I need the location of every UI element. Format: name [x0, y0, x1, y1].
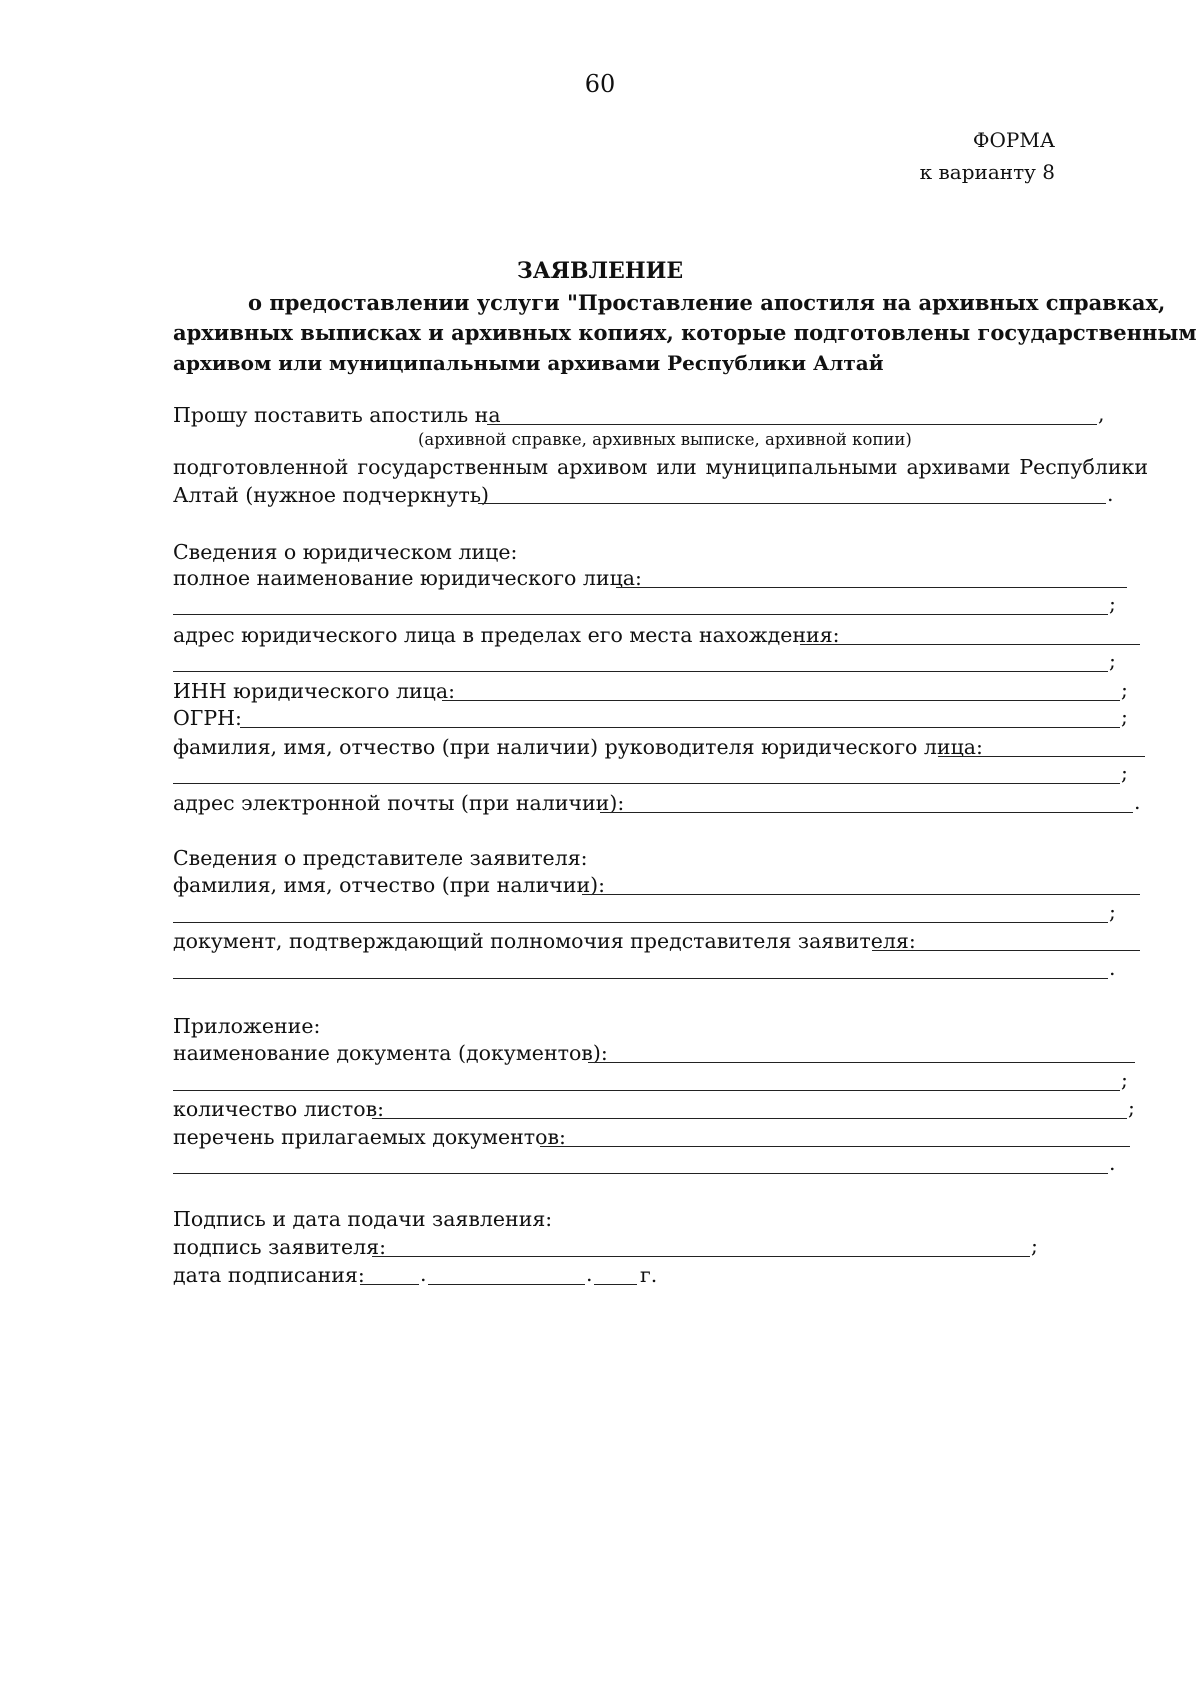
period: . [1107, 482, 1114, 506]
subtitle-line-2: архивных выписках и архивных копиях, которые подготовлены государственным [173, 320, 1197, 345]
date-year-field[interactable] [594, 1284, 637, 1285]
attachment-list-field[interactable] [540, 1146, 1130, 1147]
date-label: дата подписания: [173, 1263, 365, 1287]
subtitle-line-3: архивом или муниципальными архивами Республики Алтай [173, 351, 884, 375]
semicolon: ; [1121, 1068, 1128, 1092]
representative-name-field-cont[interactable] [173, 922, 1108, 923]
request-line-2: подготовленной государственным архивом или муниципальными архивами Республики [173, 455, 1148, 479]
attachment-sheets-field[interactable] [372, 1118, 1127, 1119]
comma: , [1098, 402, 1105, 426]
apostille-document-field[interactable] [487, 424, 1097, 425]
ogrn-label: ОГРН: [173, 706, 242, 730]
legal-entity-name-label: полное наименование юридического лица: [173, 566, 642, 590]
legal-entity-address-field-cont[interactable] [173, 671, 1108, 672]
archive-choice-field[interactable] [478, 503, 1106, 504]
inn-field[interactable] [442, 700, 1120, 701]
period: . [586, 1262, 593, 1286]
representative-document-label: документ, подтверждающий полномочия представителя заявителя: [173, 929, 916, 953]
document-title: ЗАЯВЛЕНИЕ [516, 258, 684, 284]
director-label: фамилия, имя, отчество (при наличии) руководителя юридического лица: [173, 735, 983, 759]
email-label: адрес электронной почты (при наличии): [173, 791, 625, 815]
attachment-doc-name-field-cont[interactable] [173, 1090, 1120, 1091]
period: . [420, 1262, 427, 1286]
director-field-cont[interactable] [173, 783, 1120, 784]
semicolon: ; [1121, 705, 1128, 729]
attachment-heading: Приложение: [173, 1014, 321, 1038]
request-label: Прошу поставить апостиль на [173, 403, 501, 427]
request-line-3: Алтай (нужное подчеркнуть) [173, 483, 489, 507]
period: . [1109, 956, 1116, 980]
representative-name-field[interactable] [582, 894, 1140, 895]
signature-label: подпись заявителя: [173, 1235, 386, 1259]
date-day-field[interactable] [360, 1284, 419, 1285]
attachment-doc-name-label: наименование документа (документов): [173, 1041, 608, 1065]
semicolon: ; [1031, 1234, 1038, 1258]
ogrn-field[interactable] [240, 727, 1120, 728]
attachment-list-label: перечень прилагаемых документов: [173, 1125, 566, 1149]
attachment-sheets-label: количество листов: [173, 1097, 385, 1121]
representative-heading: Сведения о представителе заявителя: [173, 846, 588, 870]
semicolon: ; [1121, 761, 1128, 785]
request-hint: (архивной справке, архивных выписке, архивной копии) [418, 430, 912, 449]
representative-document-field-cont[interactable] [173, 978, 1108, 979]
date-month-field[interactable] [428, 1284, 585, 1285]
legal-entity-address-label: адрес юридического лица в пределах его места нахождения: [173, 623, 840, 647]
period: . [1109, 1151, 1116, 1175]
attachment-list-field-cont[interactable] [173, 1173, 1108, 1174]
semicolon: ; [1128, 1096, 1135, 1120]
legal-entity-address-field[interactable] [800, 644, 1140, 645]
director-field[interactable] [938, 756, 1145, 757]
semicolon: ; [1121, 678, 1128, 702]
semicolon: ; [1109, 900, 1116, 924]
legal-entity-name-field[interactable] [616, 587, 1127, 588]
legal-entity-heading: Сведения о юридическом лице: [173, 540, 518, 564]
subtitle-line-1: о предоставлении услуги "Проставление апостиля на архивных справках, [248, 290, 1166, 315]
email-field[interactable] [600, 812, 1133, 813]
period: . [1134, 790, 1141, 814]
inn-label: ИНН юридического лица: [173, 679, 455, 703]
legal-entity-name-field-cont[interactable] [173, 614, 1108, 615]
page-number: 60 [584, 70, 616, 98]
variant-label: к варианту 8 [919, 160, 1055, 184]
year-suffix: г. [640, 1263, 658, 1287]
signature-field[interactable] [372, 1256, 1030, 1257]
attachment-doc-name-field[interactable] [588, 1062, 1135, 1063]
semicolon: ; [1109, 592, 1116, 616]
form-label: ФОРМА [972, 128, 1055, 152]
representative-document-field[interactable] [872, 950, 1140, 951]
signature-heading: Подпись и дата подачи заявления: [173, 1207, 553, 1231]
representative-name-label: фамилия, имя, отчество (при наличии): [173, 873, 606, 897]
semicolon: ; [1109, 649, 1116, 673]
